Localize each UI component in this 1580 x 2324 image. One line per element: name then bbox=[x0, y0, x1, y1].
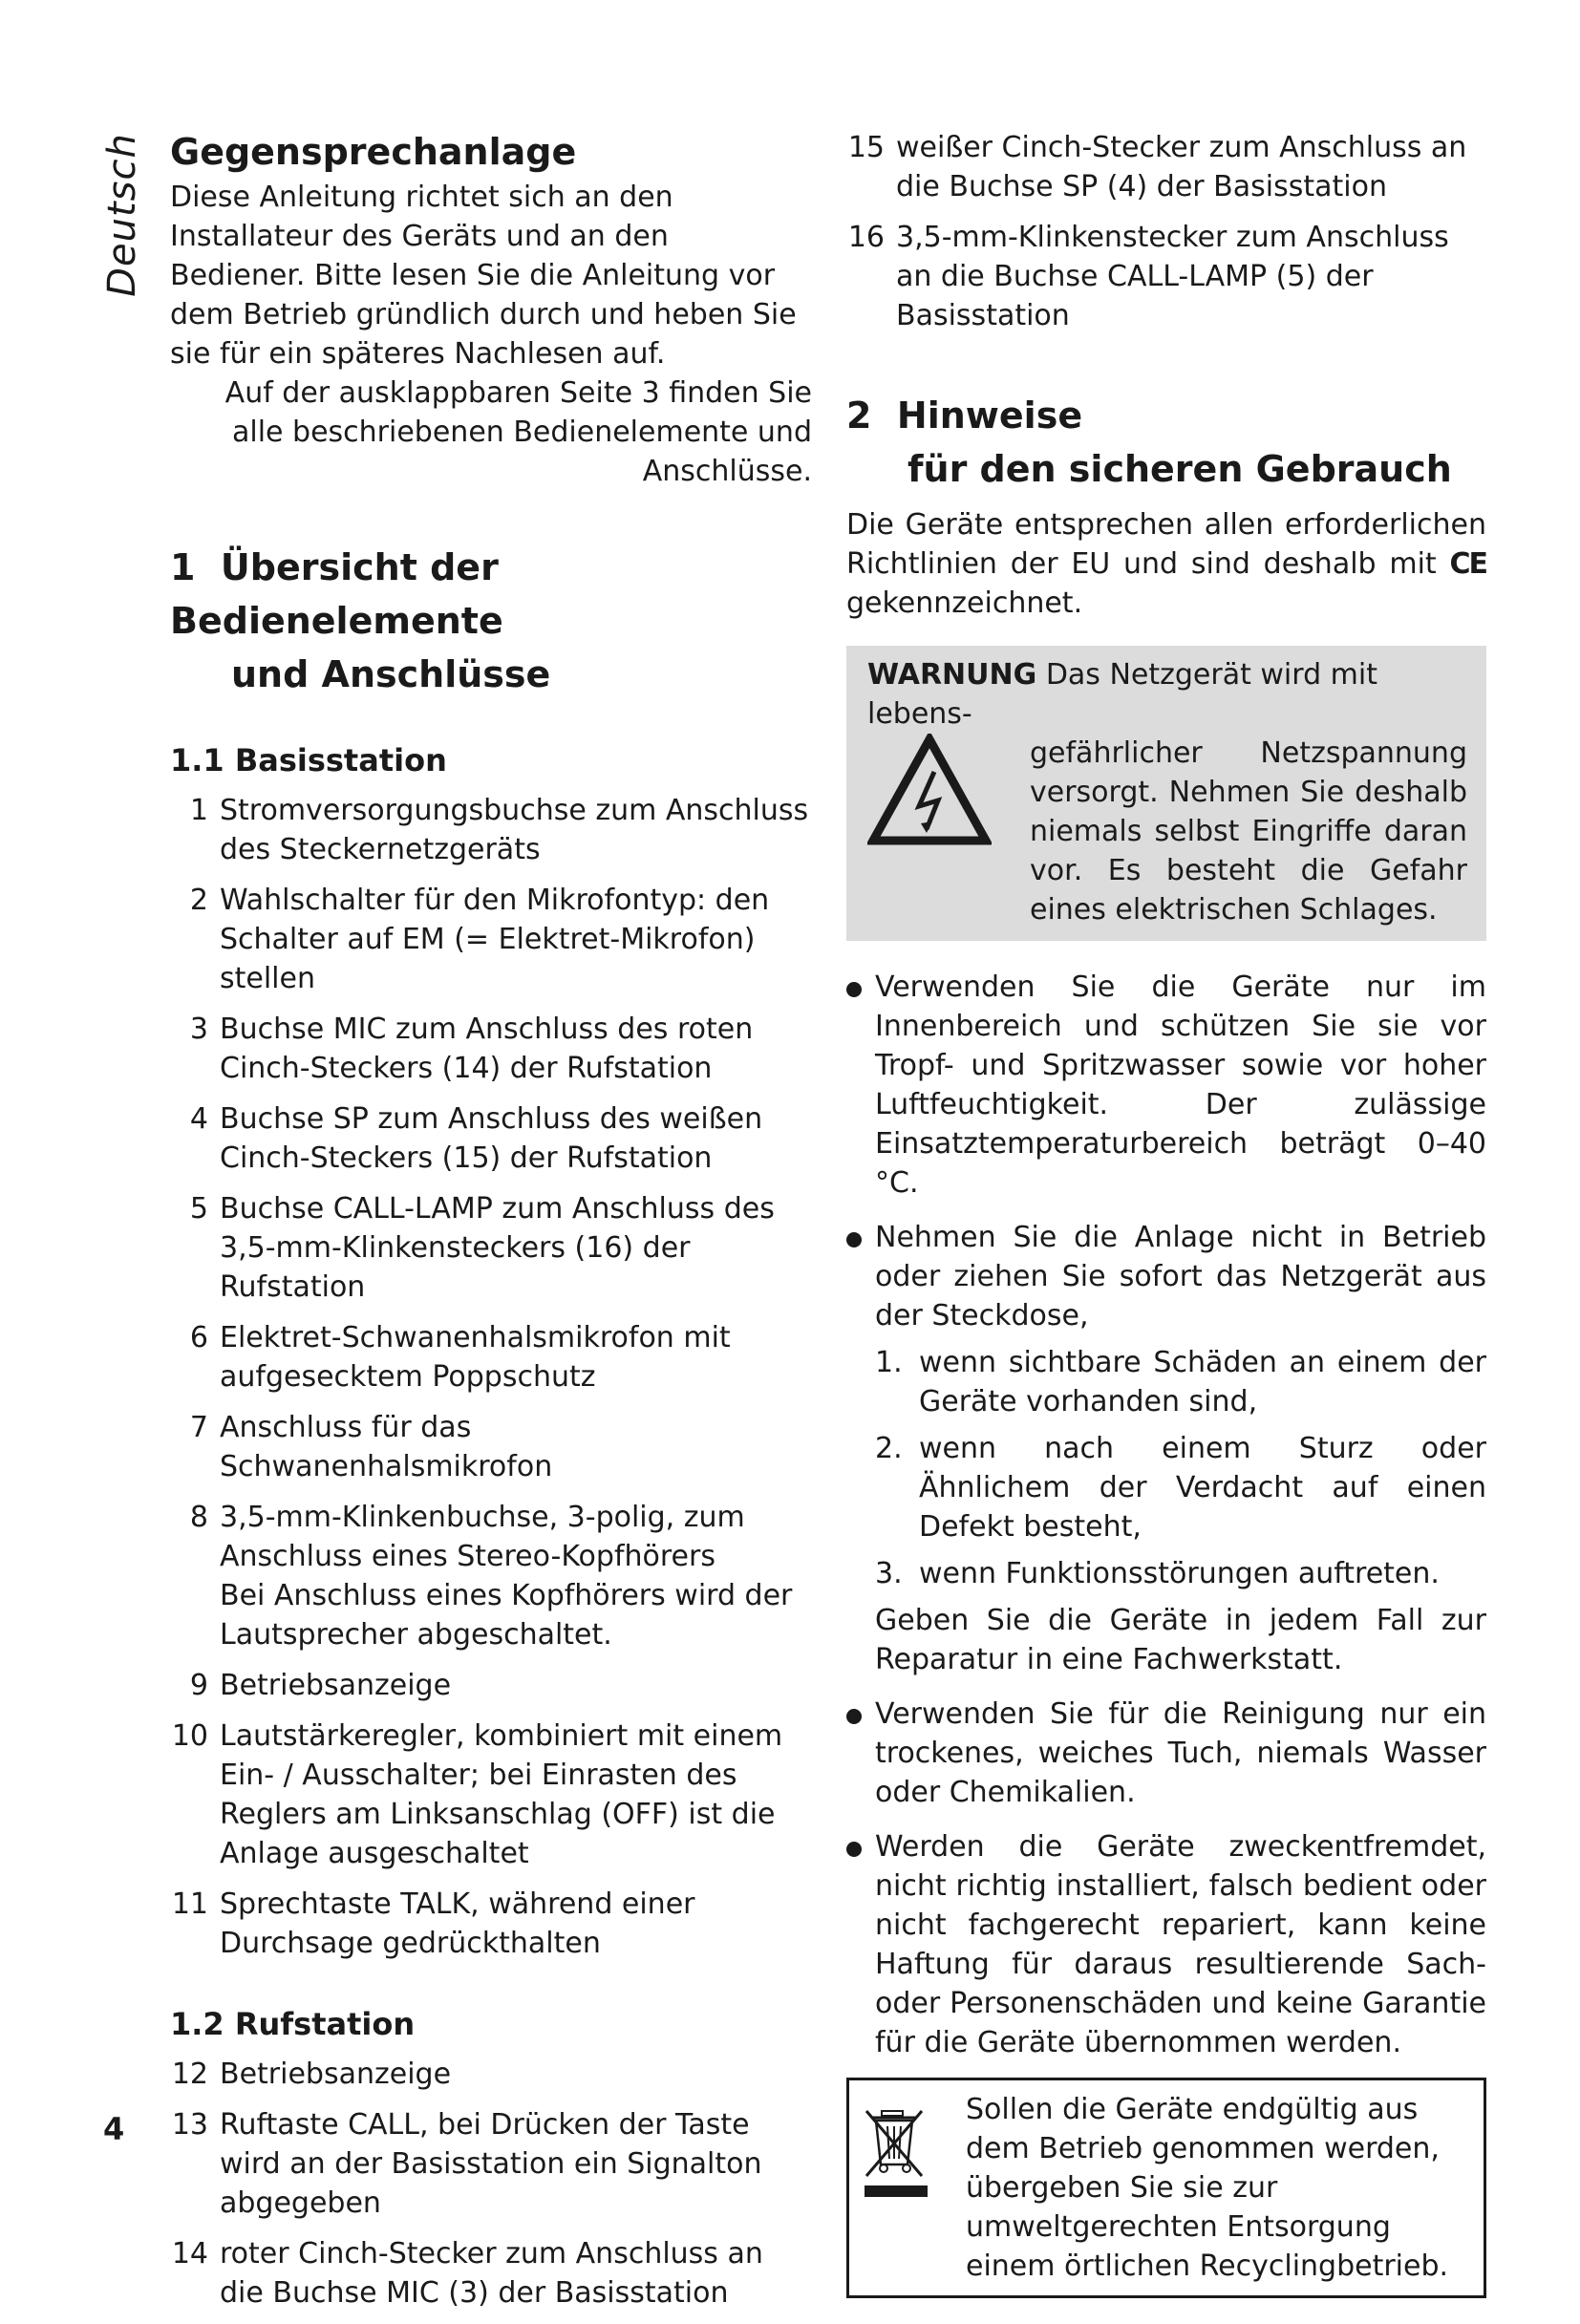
ce-mark: CE bbox=[1449, 547, 1486, 581]
condition-item: 1. wenn sichtbare Schäden an einem der Geräte vorhanden sind, bbox=[875, 1346, 1486, 1418]
section-1-title-line1: Übersicht der Bedienelemente bbox=[170, 546, 503, 642]
language-tab bbox=[94, 129, 151, 301]
list-item: 8 3,5-mm-Klinkenbuchse, 3-polig, zum Anschluss eines Stereo-Kopfhörers Bei Anschluss eines Kopfhörers wird der Lautsprecher abgeschaltet. bbox=[170, 1498, 812, 1654]
bullet-icon bbox=[846, 1232, 862, 1247]
section-2-number: 2 bbox=[846, 394, 872, 437]
section-2-title-line1: Hinweise bbox=[896, 394, 1083, 437]
warning-box bbox=[846, 646, 1486, 941]
left-column bbox=[170, 126, 812, 2324]
right-column bbox=[846, 128, 1486, 2298]
disposal-box bbox=[846, 2078, 1486, 2298]
repair-note: Geben Sie die Geräte in jedem Fall zur Reparatur in eine Fachwerkstatt. bbox=[875, 1604, 1486, 1676]
list-item: 11 Sprechtaste TALK, während einer Durchsage gedrückthalten bbox=[171, 1887, 695, 1960]
list-item: Verwenden Sie die Geräte nur im Innenbereich und schützen Sie sie vor Tropf- und Spritzwasser sowie vor hoher Luftfeuchtigkeit. Der zulässige Einsatztemperaturbereich beträgt 0–40 °C. bbox=[846, 968, 1486, 1203]
section-2-title-line2: für den sicheren Gebrauch bbox=[907, 448, 1452, 490]
intro-foldout-note: Auf der ausklappbaren Seite 3 finden Sie alle beschriebenen Bedienelemente und Anschlüsse. bbox=[224, 376, 812, 488]
warning-first-line: Das Netzgerät wird mit lebens- bbox=[867, 658, 1377, 731]
list-item: 2 Wahlschalter für den Mikrofontyp: den Schalter auf EM (= Elektret-Mikrofon) stellen bbox=[189, 884, 770, 995]
rufstation-list-left bbox=[170, 2055, 812, 2313]
list-item: 5 Buchse CALL-LAMP zum Anschluss des 3,5-mm-Klinkensteckers (16) der Rufstation bbox=[189, 1192, 775, 1304]
disposal-text: Sollen die Geräte endgültig aus dem Betrieb genommen werden, übergeben Sie sie zur umweltgerechten Entsorgung einem örtlichen Recyclingbetrieb. bbox=[966, 2093, 1449, 2283]
bullet-icon bbox=[846, 982, 862, 997]
high-voltage-warning-icon bbox=[867, 734, 1030, 929]
intro-paragraph: Diese Anleitung richtet sich an den Installateur des Geräts und an den Bediener. Bitte lesen Sie die Anleitung vor dem Betrieb gründlich durch und heben Sie sie für ein späteres Nachlesen auf. bbox=[170, 181, 797, 371]
section-2-heading bbox=[846, 389, 1486, 496]
list-item: Werden die Geräte zweckentfremdet, nicht richtig installiert, falsch bedient oder nicht fachgerecht repariert, kann keine Haftung für daraus resultierende Sach- oder Personenschäden und keine Garantie für die Geräte übernommen werden. bbox=[846, 1827, 1486, 2062]
list-item: 12 Betriebsanzeige bbox=[171, 2057, 452, 2091]
subsection-basisstation-title: 1.1 Basisstation bbox=[170, 742, 447, 778]
section-2-intro: Die Geräte entsprechen allen erforderlichen Richtlinien der EU und sind deshalb mit CE gekennzeichnet. bbox=[846, 508, 1486, 620]
list-item: Verwenden Sie für die Reinigung nur ein trockenes, weiches Tuch, niemals Wasser oder Chemikalien. bbox=[846, 1695, 1486, 1812]
list-item: 16 3,5-mm-Klinkenstecker zum Anschluss an die Buchse CALL-LAMP (5) der Basisstation bbox=[847, 221, 1449, 332]
list-item-note: Bei Anschluss eines Kopfhörers wird der Lautsprecher abgeschaltet. bbox=[220, 1579, 793, 1652]
list-item: 1 Stromversorgungsbuchse zum Anschluss des Steckernetzgeräts bbox=[189, 794, 809, 866]
rufstation-list-right bbox=[846, 128, 1486, 335]
section-1-heading bbox=[170, 541, 812, 701]
list-item: 6 Elektret-Schwanenhalsmikrofon mit aufgesecktem Poppschutz bbox=[189, 1321, 731, 1394]
document-title: Gegensprechanlage bbox=[170, 131, 577, 173]
list-item: 9 Betriebsanzeige bbox=[189, 1669, 452, 1702]
condition-item: 3. wenn Funktionsstörungen auftreten. bbox=[875, 1557, 1440, 1590]
warning-text: gefährlicher Netzspannung versorgt. Nehmen Sie deshalb niemals selbst Eingriffe daran vor. Es besteht die Gefahr eines elektrischen Schlages. bbox=[1030, 736, 1467, 927]
safety-bullets bbox=[846, 968, 1486, 2062]
list-item: 7 Anschluss für das Schwanenhalsmikrofon bbox=[189, 1411, 553, 1483]
list-item: 3 Buchse MIC zum Anschluss des roten Cinch-Steckers (14) der Rufstation bbox=[189, 1013, 754, 1085]
page-number: 4 bbox=[103, 2111, 125, 2147]
crossed-out-bin-icon bbox=[863, 2101, 933, 2211]
subsection-rufstation-title: 1.2 Rufstation bbox=[170, 2006, 416, 2042]
list-item: 13 Ruftaste CALL, bei Drücken der Taste wird an der Basisstation ein Signalton abgegeben bbox=[171, 2108, 762, 2220]
condition-list bbox=[875, 1343, 1486, 1593]
section-1-title-line2: und Anschlüsse bbox=[231, 653, 551, 695]
language-label: Deutsch bbox=[100, 133, 144, 297]
list-item: 4 Buchse SP zum Anschluss des weißen Cinch-Steckers (15) der Rufstation bbox=[189, 1102, 763, 1175]
list-item: Nehmen Sie die Anlage nicht in Betrieb oder ziehen Sie sofort das Netzgerät aus der Steckdose, 1. wenn sichtbare Schäden an einem der Geräte vorhanden sind, 2. wenn nach einem Sturz oder Ähnlichem der Verdacht auf einen Defekt besteht, 3. wenn Funktionsstörungen auftreten. Geben Sie die Geräte in jedem Fall zur Reparatur in eine Fachwerkstatt. bbox=[846, 1218, 1486, 1679]
warning-label: WARNUNG bbox=[867, 658, 1037, 692]
list-item: 10 Lautstärkeregler, kombiniert mit einem Ein- / Ausschalter; bei Einrasten des Reglers am Linksanschlag (OFF) ist die Anlage ausgeschaltet bbox=[171, 1719, 783, 1870]
section-1-number: 1 bbox=[170, 546, 196, 588]
basisstation-list bbox=[170, 791, 812, 1963]
list-item: 14 roter Cinch-Stecker zum Anschluss an die Buchse MIC (3) der Basisstation bbox=[171, 2237, 763, 2310]
list-item: 15 weißer Cinch-Stecker zum Anschluss an die Buchse SP (4) der Basisstation bbox=[847, 131, 1467, 203]
bullet-icon bbox=[846, 1842, 862, 1857]
bullet-icon bbox=[846, 1709, 862, 1724]
condition-item: 2. wenn nach einem Sturz oder Ähnlichem der Verdacht auf einen Defekt besteht, bbox=[875, 1432, 1486, 1544]
